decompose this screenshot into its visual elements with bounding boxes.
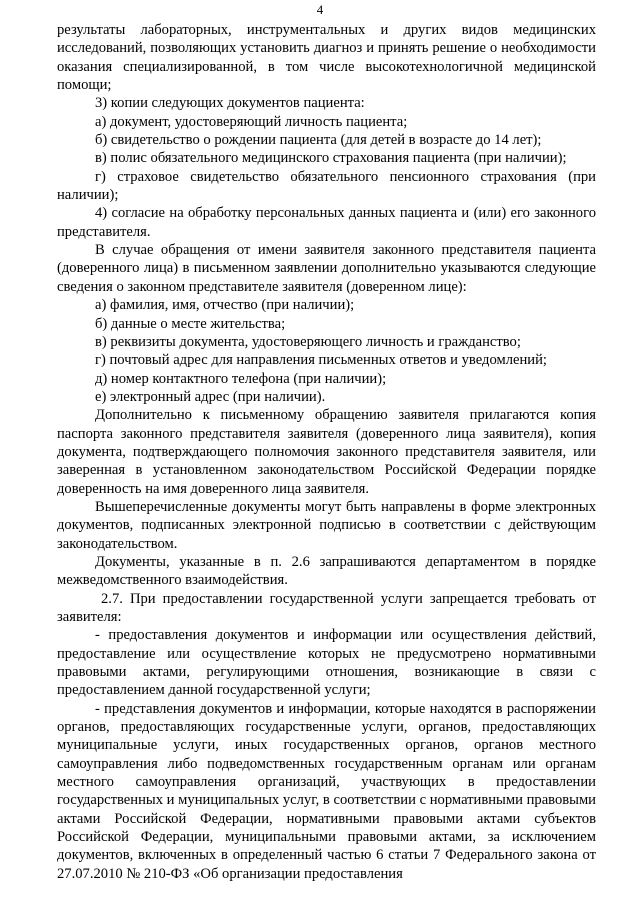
paragraph-representative: В случае обращения от имени заявителя законного представителя пациента (доверенного лица) в письменном заявлении дополнительно указываются следующие сведения о законном представителе заявителя (доверенном лице): — [57, 242, 596, 295]
document-body — [57, 21, 596, 883]
paragraph-item-4: 4) согласие на обработку персональных данных пациента и (или) его законного представителя. — [57, 205, 596, 240]
paragraph-rep-e: е) электронный адрес (при наличии). — [95, 388, 326, 405]
paragraph-item-3: 3) копии следующих документов пациента: — [95, 95, 365, 112]
paragraph-section-2-7: 2.7. При предоставлении государственной услуги запрещается требовать от заявителя: — [57, 590, 596, 625]
paragraph-rep-b: б) данные о месте жительства; — [95, 315, 286, 332]
paragraph-lab-results: результаты лабораторных, инструментальных и других видов медицинских исследований, позволяющих установить диагноз и принять решение о необходимости оказания специализированной, в том числе высокотехнологичной медицинской помощи; — [57, 22, 596, 94]
paragraph-electronic-docs: Вышеперечисленные документы могут быть направлены в форме электронных документов, подписанных электронной подписью в соответствии с действующим законодательством. — [57, 498, 596, 552]
paragraph-item-3g: г) страховое свидетельство обязательного пенсионного страхования (при наличии); — [57, 168, 596, 204]
paragraph-rep-a: а) фамилия, имя, отчество (при наличии); — [95, 297, 355, 314]
paragraph-interagency: Документы, указанные в п. 2.6 запрашиваются департаментом в порядке межведомственного взаимодействия. — [57, 553, 596, 589]
page-number: 4 — [316, 2, 324, 17]
paragraph-rep-g: г) почтовый адрес для направления письменных ответов и уведомлений; — [95, 352, 547, 369]
paragraph-item-3v: в) полис обязательного медицинского страхования пациента (при наличии); — [95, 150, 567, 167]
paragraph-rep-d: д) номер контактного телефона (при наличии); — [95, 370, 387, 387]
paragraph-prohibition-1: - предоставления документов и информации или осуществления действий, предоставление или осуществление которых не предусмотрено нормативными правовыми актами, регулирующими отношения, возникающие в связи с предоставлением данной государственной услуги; — [57, 627, 596, 699]
paragraph-rep-v: в) реквизиты документа, удостоверяющего личность и гражданство; — [95, 333, 521, 350]
paragraph-item-3a: а) документ, удостоверяющий личность пациента; — [95, 113, 408, 130]
paragraph-item-3b: б) свидетельство о рождении пациента (для детей в возрасте до 14 лет); — [95, 132, 542, 149]
paragraph-additional-docs: Дополнительно к письменному обращению заявителя прилагаются копия паспорта законного представителя заявителя (доверенного лица заявителя), копия документа, подтверждающего полномочия законного представителя заявителя, или заверенная в установленном законодательством Российской Федерации порядке доверенность на имя доверенного лица заявителя. — [57, 407, 596, 497]
paragraph-prohibition-2: - представления документов и информации, которые находятся в распоряжении органов, предоставляющих государственные услуги, органов, предоставляющих муниципальные услуги, иных государственных органов, органов местного самоуправления либо подведомственных государственным органам или органам местного самоуправления организаций, участвующих в предоставлении государственных и муниципальных услуг, в соответствии с нормативными правовыми актами Российской Федерации, нормативными правовыми актами субъектов Российской Федерации, муниципальными правовыми актами, за исключением документов, включенных в определенный частью 6 статьи 7 Федерального закона от 27.07.2010 № 210-ФЗ «Об организации предоставления — [57, 700, 596, 882]
